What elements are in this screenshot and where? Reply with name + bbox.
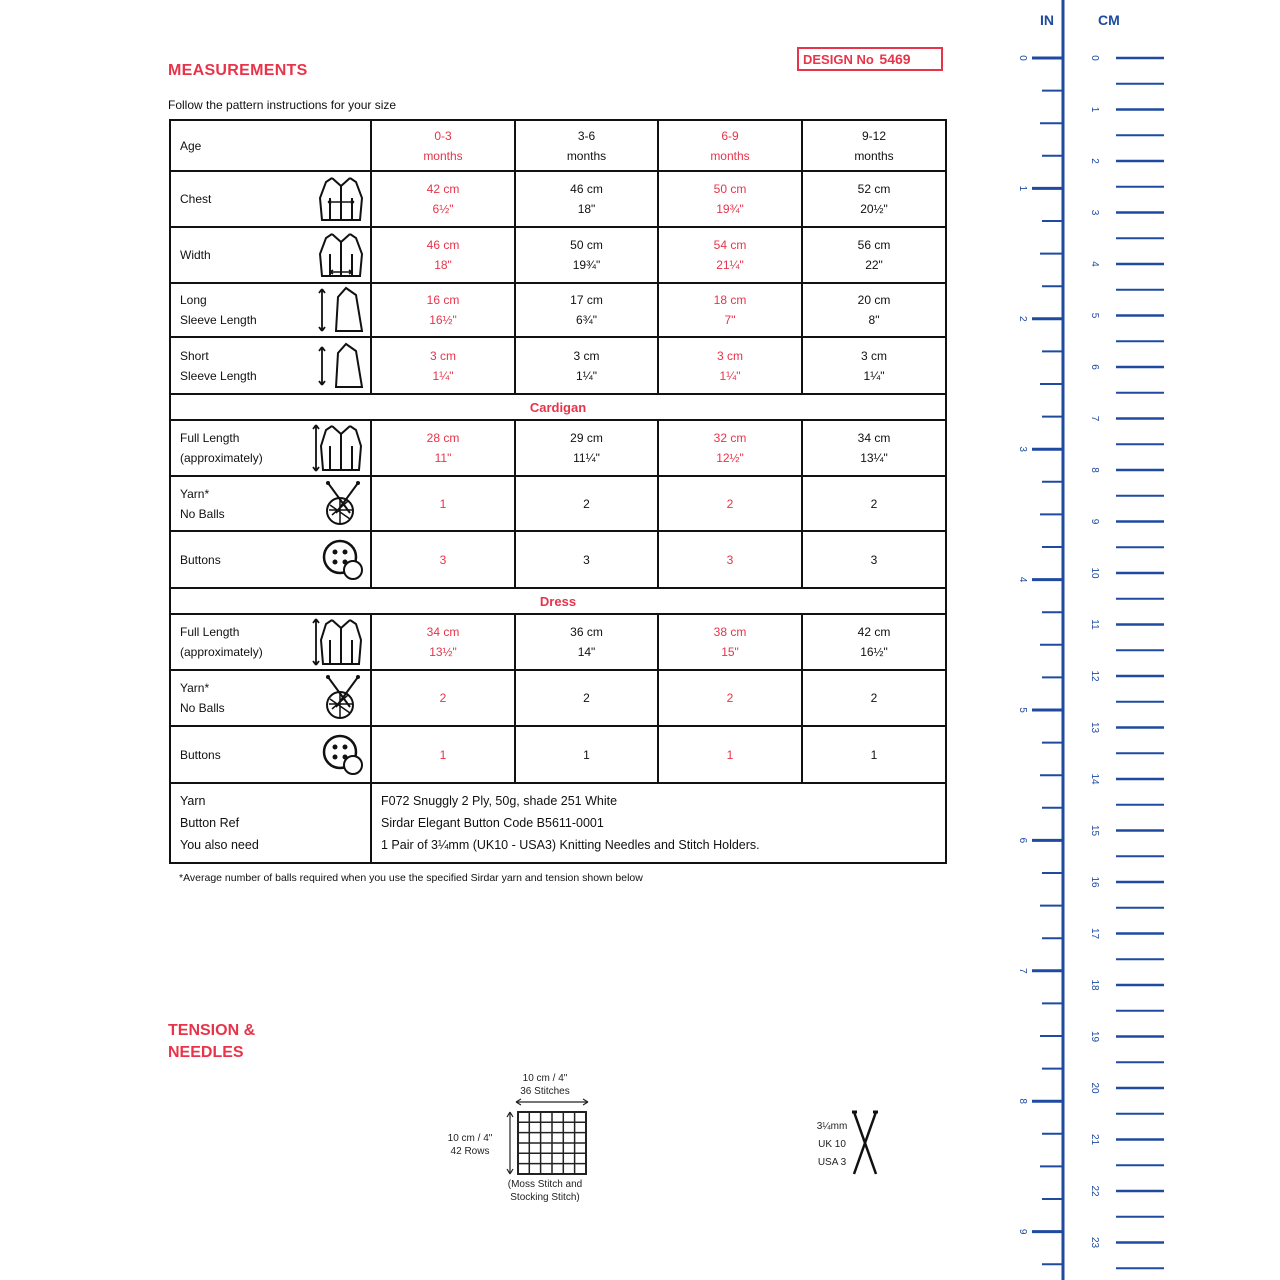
cm-value: 36 cm — [570, 625, 603, 639]
in-value: 13½" — [429, 645, 457, 659]
size-range: 6-9 — [721, 128, 739, 143]
row-label: Full Length — [180, 431, 240, 445]
design-label: DESIGN No — [803, 52, 874, 67]
cm-number: 13 — [1089, 721, 1100, 734]
cm-number: 23 — [1089, 1236, 1100, 1249]
in-value: 1¼" — [863, 368, 885, 383]
size-unit: months — [710, 148, 750, 163]
cm-number: 21 — [1089, 1133, 1100, 1146]
row-sublabel: (approximately) — [180, 645, 263, 659]
age-row — [170, 120, 946, 171]
full-length-label-cell — [170, 614, 371, 670]
cm-number: 3 — [1089, 209, 1100, 216]
ball-count: 1 — [371, 476, 515, 531]
button-icon — [320, 537, 366, 583]
cm-number: 5 — [1089, 312, 1100, 319]
size-unit: months — [423, 148, 463, 163]
cm-value: 17 cm — [570, 293, 603, 307]
size-header — [802, 120, 946, 171]
row-label: Yarn* — [180, 486, 210, 501]
page-title: MEASUREMENTS — [168, 62, 308, 79]
button-count: 3 — [658, 531, 802, 588]
width-row — [170, 227, 946, 283]
cm-value: 20 cm — [857, 293, 891, 307]
short-sleeve-row — [170, 337, 946, 394]
short-sleeve-icon — [316, 341, 366, 391]
in-value: 1¼" — [719, 368, 741, 383]
dress-buttons-row — [170, 726, 946, 783]
ball-count: 2 — [515, 670, 658, 726]
cm-number: 2 — [1089, 158, 1100, 164]
cm-value: 56 cm — [857, 238, 891, 252]
inch-number: 3 — [1017, 446, 1028, 452]
cm-value: 34 cm — [426, 625, 460, 639]
row-label: Width — [180, 248, 211, 262]
size-unit: months — [566, 148, 607, 163]
dress-section-row — [170, 588, 946, 614]
tension-stitches-label — [500, 1072, 590, 1098]
cm-value: 42 cm — [857, 625, 891, 639]
tension-rows: 42 Rows — [450, 1146, 490, 1157]
cm-number: 17 — [1089, 927, 1100, 940]
inch-number: 1 — [1017, 185, 1028, 192]
measure-cell — [515, 283, 658, 337]
measure-cell — [371, 283, 515, 337]
tension-stitches: 36 Stitches — [520, 1086, 570, 1097]
ball-count: 2 — [802, 476, 946, 531]
yarn-label-cell — [170, 670, 371, 726]
buttons-label-cell — [170, 531, 371, 588]
age-label-cell — [170, 120, 371, 171]
cardigan-chest-icon — [316, 174, 366, 224]
in-value: 18" — [434, 258, 452, 272]
in-value: 11¼" — [573, 451, 600, 465]
measure-cell — [515, 171, 658, 227]
size-header — [658, 120, 802, 171]
button-count: 1 — [658, 726, 802, 783]
buttons-label-cell — [170, 726, 371, 783]
measure-cell — [371, 227, 515, 283]
section-title-cardigan: Cardigan — [170, 394, 946, 420]
measure-cell — [515, 614, 658, 670]
button-count: 1 — [515, 726, 658, 783]
button-count: 3 — [515, 531, 658, 588]
tension-title — [168, 1020, 255, 1064]
intro-text: Follow the pattern instructions for your size — [168, 98, 397, 112]
materials-row — [170, 783, 946, 863]
cm-number: 11 — [1089, 619, 1100, 630]
row-label: Chest — [180, 192, 212, 206]
cardigan-width-icon — [316, 230, 366, 280]
measure-cell — [658, 614, 802, 670]
measure-cell — [802, 227, 946, 283]
materials-labels — [170, 783, 371, 863]
long-sleeve-icon — [316, 285, 366, 335]
in-value: 11" — [434, 451, 452, 465]
cm-number: 6 — [1089, 364, 1100, 370]
in-value: 14" — [577, 645, 596, 659]
design-number: 5469 — [879, 51, 911, 67]
chest-row — [170, 171, 946, 227]
row-sublabel: Sleeve Length — [180, 313, 257, 327]
yarn-ball-icon — [320, 673, 366, 723]
cm-value: 32 cm — [713, 431, 747, 445]
needle-usa: USA 3 — [817, 1157, 847, 1168]
yarn-label: Yarn — [180, 794, 206, 808]
cm-number: 0 — [1089, 55, 1100, 61]
measure-cell — [802, 614, 946, 670]
cm-value: 54 cm — [713, 238, 747, 252]
row-sublabel: No Balls — [180, 506, 225, 521]
in-value: 18" — [577, 202, 596, 216]
dress-yarn-row — [170, 670, 946, 726]
in-value: 21¼" — [716, 258, 744, 272]
in-value: 16½" — [429, 313, 457, 327]
measure-cell — [802, 171, 946, 227]
tension-title-line: TENSION & — [168, 1022, 256, 1039]
in-value: 19¾" — [572, 258, 601, 272]
row-sublabel: (approximately) — [180, 451, 263, 465]
measurements-table — [169, 119, 947, 864]
measure-cell — [658, 283, 802, 337]
button-count: 1 — [371, 726, 515, 783]
measure-cell — [658, 227, 802, 283]
cm-number: 16 — [1089, 876, 1100, 888]
measure-cell — [371, 171, 515, 227]
yarn-ball-icon — [320, 479, 366, 529]
in-value: 1¼" — [576, 368, 597, 383]
in-value: 1¼" — [432, 368, 454, 383]
cm-value: 46 cm — [426, 238, 460, 252]
chest-label-cell — [170, 171, 371, 227]
ball-count: 2 — [658, 670, 802, 726]
measure-cell — [371, 614, 515, 670]
measure-cell — [371, 337, 515, 394]
measure-cell — [515, 337, 658, 394]
measure-cell — [658, 337, 802, 394]
also-need-label: You also need — [180, 838, 259, 852]
size-unit: months — [854, 148, 894, 163]
long-sleeve-row — [170, 283, 946, 337]
measure-cell — [658, 420, 802, 476]
ball-count: 2 — [371, 670, 515, 726]
also-need-value: 1 Pair of 3¼mm (UK10 - USA3) Knitting Needles and Stitch Holders. — [381, 838, 760, 852]
in-value: 16½" — [860, 645, 888, 659]
stitch-type-line: Stocking Stitch) — [510, 1192, 580, 1203]
cm-number: 18 — [1089, 979, 1100, 991]
row-sublabel: No Balls — [180, 701, 225, 715]
inch-number: 7 — [1017, 968, 1028, 974]
cm-value: 3 cm — [573, 348, 600, 363]
yarn-value: F072 Snuggly 2 Ply, 50g, shade 251 White — [381, 794, 618, 808]
measuring-ruler — [1000, 0, 1280, 1280]
button-icon — [320, 732, 366, 778]
in-value: 12½" — [716, 451, 744, 465]
cm-value: 34 cm — [857, 431, 891, 445]
cm-value: 52 cm — [857, 182, 891, 196]
button-count: 3 — [802, 531, 946, 588]
button-ref-value: Sirdar Elegant Button Code B5611-0001 — [381, 816, 604, 830]
inch-number: 9 — [1017, 1228, 1028, 1235]
age-label: Age — [180, 138, 202, 153]
cm-value: 16 cm — [426, 293, 460, 307]
cardigan-buttons-row — [170, 531, 946, 588]
measure-cell — [515, 227, 658, 283]
cm-value: 3 cm — [716, 348, 743, 363]
in-value: 22" — [865, 258, 883, 272]
cm-number: 4 — [1089, 261, 1100, 267]
cm-number: 20 — [1089, 1082, 1100, 1094]
button-count: 3 — [371, 531, 515, 588]
knitting-needles-icon — [848, 1108, 882, 1178]
cm-value: 18 cm — [713, 293, 747, 307]
ball-count: 2 — [658, 476, 802, 531]
tension-square-icon — [500, 1098, 592, 1178]
cm-number: 9 — [1089, 518, 1100, 525]
tension-height: 10 cm / 4" — [447, 1133, 493, 1144]
dress-full-length-row — [170, 614, 946, 670]
measure-cell — [802, 337, 946, 394]
cm-value: 29 cm — [570, 431, 603, 445]
cm-number: 22 — [1089, 1185, 1100, 1197]
size-range: 3-6 — [577, 128, 596, 143]
row-label: Yarn* — [180, 681, 210, 695]
tension-rows-label — [430, 1132, 510, 1158]
row-sublabel: Sleeve Length — [180, 368, 257, 383]
inch-number: 5 — [1017, 707, 1028, 713]
tension-width: 10 cm / 4" — [522, 1073, 568, 1084]
ruler-cm-label: CM — [1098, 12, 1120, 28]
measure-cell — [515, 420, 658, 476]
width-label-cell — [170, 227, 371, 283]
tension-title-line: NEEDLES — [168, 1044, 244, 1061]
row-label: Long — [180, 293, 207, 307]
full-length-icon — [310, 616, 366, 668]
size-header — [371, 120, 515, 171]
in-value: 20½" — [860, 202, 888, 216]
ball-count: 2 — [515, 476, 658, 531]
needle-uk: UK 10 — [818, 1139, 846, 1150]
cm-number: 12 — [1089, 670, 1100, 682]
cm-value: 46 cm — [570, 182, 603, 196]
row-label: Short — [180, 348, 209, 363]
cm-number: 10 — [1089, 567, 1100, 579]
row-label: Buttons — [180, 747, 221, 762]
section-title-dress: Dress — [170, 588, 946, 614]
footnote: *Average number of balls required when you use the specified Sirdar yarn and tension shown below — [179, 872, 643, 884]
tension-stitch-type-label — [485, 1178, 605, 1204]
in-value: 6½" — [432, 202, 454, 216]
size-header — [515, 120, 658, 171]
full-length-icon — [310, 422, 366, 474]
cm-value: 38 cm — [713, 625, 747, 639]
full-length-label-cell — [170, 420, 371, 476]
needle-mm: 3¼mm — [816, 1121, 848, 1132]
measure-cell — [802, 420, 946, 476]
cardigan-full-length-row — [170, 420, 946, 476]
cm-number: 19 — [1089, 1030, 1100, 1043]
inch-number: 0 — [1017, 55, 1028, 61]
cm-value: 50 cm — [570, 238, 603, 252]
in-value: 19¾" — [716, 202, 744, 216]
cm-value: 50 cm — [713, 182, 747, 196]
cm-number: 15 — [1089, 824, 1100, 837]
inch-number: 4 — [1017, 576, 1028, 583]
measure-cell — [802, 283, 946, 337]
cm-value: 3 cm — [860, 348, 887, 363]
inch-number: 8 — [1017, 1098, 1028, 1104]
design-number-badge — [797, 47, 943, 71]
ruler-in-label: IN — [1040, 12, 1054, 28]
button-count: 1 — [802, 726, 946, 783]
ruler-ticks — [1017, 55, 1164, 1268]
inch-number: 6 — [1017, 837, 1028, 844]
stitch-type-line: (Moss Stitch and — [507, 1179, 583, 1190]
measure-cell — [371, 420, 515, 476]
short-sleeve-label-cell — [170, 337, 371, 394]
cm-number: 1 — [1089, 106, 1100, 113]
cm-number: 8 — [1089, 467, 1100, 473]
row-label: Buttons — [180, 552, 221, 567]
cm-number: 14 — [1089, 773, 1100, 785]
cm-number: 7 — [1089, 415, 1100, 422]
size-range: 0-3 — [434, 128, 452, 143]
materials-values — [371, 783, 946, 863]
cm-value: 28 cm — [426, 431, 460, 445]
in-value: 13¼" — [860, 451, 888, 465]
cm-value: 42 cm — [426, 182, 460, 196]
inch-number: 2 — [1017, 316, 1028, 322]
size-range: 9-12 — [861, 128, 887, 143]
button-ref-label: Button Ref — [180, 816, 240, 830]
in-value: 6¾" — [576, 313, 597, 327]
in-value: 8" — [868, 313, 880, 327]
cardigan-section-row — [170, 394, 946, 420]
cardigan-yarn-row — [170, 476, 946, 531]
measure-cell — [658, 171, 802, 227]
long-sleeve-label-cell — [170, 283, 371, 337]
in-value: 7" — [724, 313, 736, 327]
row-label: Full Length — [180, 625, 240, 639]
ball-count: 2 — [802, 670, 946, 726]
yarn-label-cell — [170, 476, 371, 531]
in-value: 15" — [721, 645, 739, 659]
cm-value: 3 cm — [429, 348, 456, 363]
